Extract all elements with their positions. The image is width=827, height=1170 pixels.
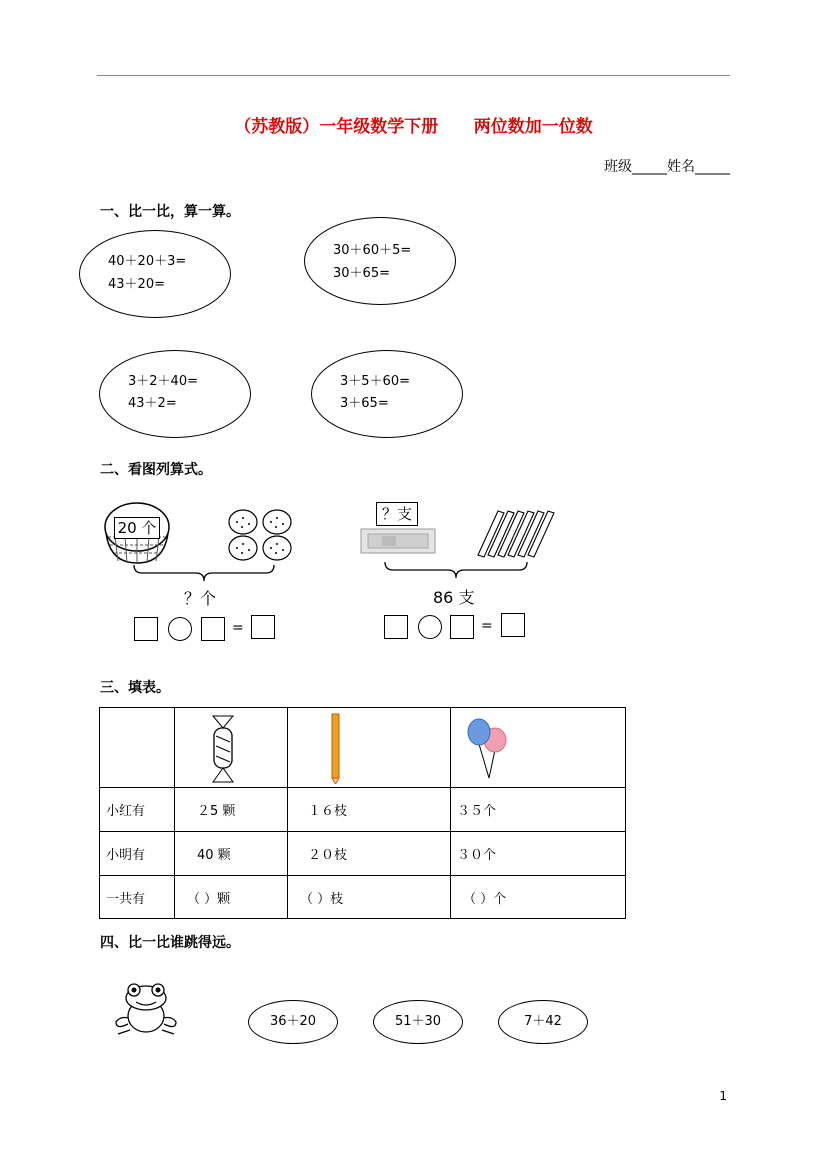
answer-box[interactable] [251,615,275,639]
brace-right [383,560,529,582]
pencil-cell: ２０枝 [288,832,451,876]
balloons-icon [461,712,511,784]
equals-sign: = [232,620,244,636]
balloon-cell: ３５个 [451,788,626,832]
section-2-heading: 二、看图列算式。 [100,462,212,478]
pencil-icon [326,712,346,784]
table-header-candy [175,708,288,788]
answer-box[interactable] [501,613,525,637]
equals-sign: = [481,618,493,634]
pencils-icon [474,505,562,559]
total-label-left: ？个 [184,589,217,608]
operator-circle[interactable] [418,615,442,639]
table-corner-cell [100,708,175,788]
row-label: 一共有 [100,876,175,919]
compare-2-line-2: 30＋65= [333,266,390,281]
pencil-case-icon [360,526,436,556]
compare-4-line-2: 3＋65= [340,396,389,411]
jump-expression-oval: 7＋42 [498,1000,588,1044]
page-title: （苏教版）一年级数学下册 两位数加一位数 [234,117,593,137]
pencil-answer-cell[interactable]: （ ）枝 [288,876,451,919]
page-number: 1 [719,1089,727,1103]
balloon-cell: ３０个 [451,832,626,876]
row-label: 小红有 [100,788,175,832]
compare-1-line-2: 43＋20= [108,277,165,292]
candy-cell: ２5 颗 [175,788,288,832]
jump-expression-oval: 51＋30 [373,1000,463,1044]
compare-3-line-1: 3＋2＋40= [128,374,198,389]
jump-expression-oval: 36＋20 [248,1000,338,1044]
balloon-answer-cell[interactable]: （ ）个 [451,876,626,919]
section-4-heading: 四、比一比谁跳得远。 [100,935,240,951]
compare-2-line-1: 30＋60＋5= [333,243,412,258]
pencil-cell: １６枝 [288,788,451,832]
oranges-icon [227,508,295,562]
answer-box[interactable] [450,615,474,639]
compare-4-line-1: 3＋5＋60= [340,374,410,389]
table-row [100,788,626,832]
compare-3-line-2: 43＋2= [128,396,177,411]
row-label: 小明有 [100,832,175,876]
table-header-row [100,708,626,788]
answer-box[interactable] [134,617,158,641]
pencil-box-label: ？支 [376,502,418,526]
operator-circle[interactable] [168,617,192,641]
header-rule [97,75,730,76]
class-name-line: 班级_____姓名_____ [604,159,730,175]
brace-left [132,563,276,585]
section-1-heading: 一、比一比，算一算。 [100,204,240,220]
candy-icon [203,712,243,784]
basket-label: 20 个 [114,517,160,539]
compare-oval-2 [304,217,456,305]
table-header-pencil [288,708,451,788]
table-header-balloons [451,708,626,788]
fill-table [99,707,626,919]
candy-cell: 40 颗 [175,832,288,876]
answer-box[interactable] [384,615,408,639]
compare-1-line-1: 40＋20＋3= [108,254,187,269]
table-row [100,876,626,919]
total-label-right: 86 支 [433,588,475,607]
answer-box[interactable] [201,617,225,641]
section-3-heading: 三、填表。 [100,680,170,696]
candy-answer-cell[interactable]: （ ）颗 [175,876,288,919]
frog-icon [112,980,180,1036]
table-row [100,832,626,876]
